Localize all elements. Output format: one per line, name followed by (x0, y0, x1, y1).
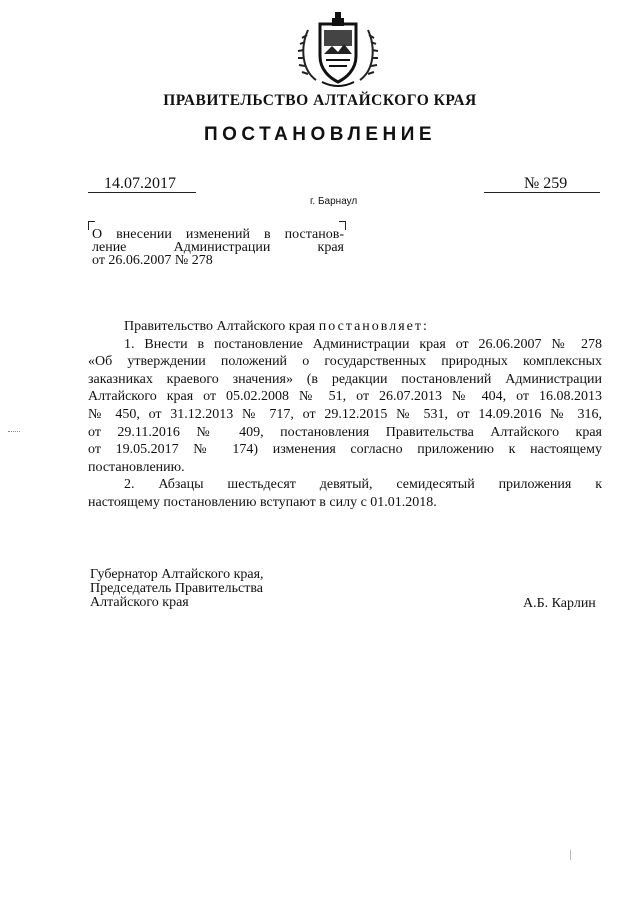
paragraph-line: постановлению. (88, 459, 185, 475)
document-city: г. Барнаул (310, 196, 358, 207)
paragraph-line: от 29.11.2016 № 409, постановления Правительства Алтайского края (88, 424, 602, 440)
paragraph-line: Алтайского края от 05.02.2008 № 51, от 26.07.2013 № 404, от 16.08.2013 (88, 389, 602, 405)
paragraph-line: № 450, от 31.12.2013 № 717, от 29.12.2015 № 531, от 14.09.2016 № 316, (88, 406, 602, 422)
paragraph-line: от 19.05.2017 № 174) изменения согласно приложению к настоящему (88, 442, 602, 458)
paragraph-line: 2. Абзацы шестьдесят девятый, семидесятый приложения к (124, 477, 602, 493)
document-number: № 259 (524, 175, 568, 192)
position-line: Алтайского края (90, 595, 189, 610)
document-body (88, 318, 602, 512)
intro-text: Правительство Алтайского края (124, 319, 319, 334)
signatory-name: А.Б. Карлин (523, 596, 596, 611)
document-type: ПОСТАНОВЛЕНИЕ (203, 124, 437, 145)
government-title: ПРАВИТЕЛЬСТВО АЛТАЙСКОГО КРАЯ (163, 92, 477, 109)
signatory-position (90, 568, 264, 610)
paragraph-1 (88, 336, 602, 477)
paragraph-line: настоящему постановлению вступают в силу с 01.01.2018. (88, 494, 437, 510)
subject-line: О внесении изменений в постанов- (92, 227, 344, 242)
subject-line: от 26.06.2007 № 278 (92, 253, 213, 268)
document-subject (92, 228, 344, 267)
subject-line: ление Администрации края (92, 240, 344, 255)
position-line: Губернатор Алтайского края, (90, 567, 264, 582)
document-date: 14.07.2017 (104, 175, 176, 192)
paragraph-line: «Об утверждении положений о государственных природных комплексных (88, 354, 602, 370)
paragraph-line: 1. Внести в постановление Администрации края от 26.06.2007 № 278 (124, 336, 602, 352)
intro-decree-word: постановляет: (318, 319, 429, 334)
altai-krai-coat-of-arms-icon (296, 10, 380, 90)
paragraph-line: заказниках краевого значения» (в редакции постановлений Администрации (88, 371, 602, 387)
scan-margin-mark (8, 431, 20, 432)
scan-artifact (570, 850, 571, 860)
position-line: Председатель Правительства (90, 581, 263, 596)
intro-paragraph (88, 318, 602, 336)
paragraph-2 (88, 476, 602, 511)
